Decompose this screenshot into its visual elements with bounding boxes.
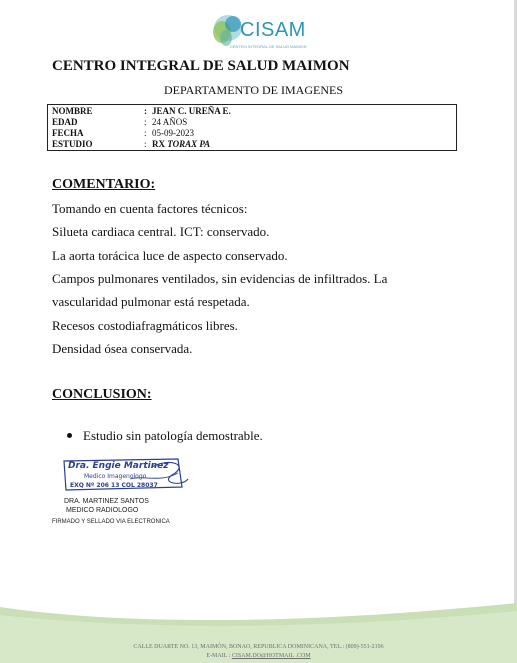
footer-email-line [0, 653, 517, 659]
comentario-line: Campos pulmonares ventilados, sin evidencias de infiltrados. La [52, 271, 388, 286]
cisam-logo [208, 10, 318, 54]
conclusion-item: Estudio sin patología demostrable. [83, 428, 263, 443]
signature-note: FIRMADO Y SELLADO VIA ELECTRONICA [52, 519, 170, 525]
stamp-exequatur: EXQ Nº 206 13 COL 28037 [70, 482, 158, 489]
comentario-line: Recesos costodiafragmáticos libres. [52, 318, 238, 333]
footer-email-link[interactable]: CISAM.DO@HOTMAIL .COM [231, 653, 311, 659]
info-colon: : [144, 128, 147, 138]
signature-stamp [60, 457, 190, 493]
patient-info-box [47, 104, 457, 151]
comentario-line: Densidad ósea conservada. [52, 341, 193, 356]
comentario-line: vascularidad pulmonar está respetada. [52, 294, 250, 309]
footer-address: CALLE DUARTE NO. 13, MAIMÓN, BONAO, REPUBLICA DOMINICANA, TEL.: (809)-551-2196 [133, 644, 384, 650]
logo-name: CISAM [240, 19, 306, 41]
study-type-name: TORAX PA [167, 139, 211, 149]
info-colon: : [144, 139, 147, 149]
conclusion-heading: CONCLUSION: [52, 387, 152, 402]
study-type [152, 139, 210, 150]
study-date: 05-09-2023 [152, 128, 194, 138]
logo-subtitle: CENTRO INTEGRAL DE SALUD MAIMON [230, 44, 307, 49]
study-type-prefix: RX [152, 139, 165, 149]
info-label: FECHA [52, 128, 84, 138]
stamp-name: Dra. Engie Martinez [68, 461, 169, 471]
patient-name: JEAN C. UREÑA E. [152, 106, 231, 116]
info-colon: : [144, 117, 147, 127]
info-label: ESTUDIO [52, 139, 93, 149]
comentario-line: Silueta cardiaca central. ICT: conservado. [52, 224, 270, 239]
signer-title: MEDICO RADIOLOGO [66, 507, 139, 514]
comentario-line: Tomando en cuenta factores técnicos: [52, 201, 248, 216]
comentario-line: La aorta torácica luce de aspecto conservado. [52, 248, 288, 263]
signer-name: DRA. MARTINEZ SANTOS [64, 498, 149, 505]
info-colon: : [144, 106, 147, 116]
department-subtitle: DEPARTAMENTO DE IMAGENES [164, 83, 343, 97]
info-label: NOMBRE [52, 106, 93, 116]
patient-age: 24 AÑOS [152, 117, 188, 127]
bullet-icon [67, 433, 72, 438]
info-label: EDAD [52, 117, 78, 127]
footer-wave [0, 585, 517, 663]
comentario-heading: COMENTARIO: [52, 177, 156, 192]
page-title: CENTRO INTEGRAL DE SALUD MAIMON [52, 58, 350, 74]
stamp-role: Medico Imagenologo [84, 473, 147, 480]
footer-email-label: E-MAIL : [206, 653, 231, 659]
